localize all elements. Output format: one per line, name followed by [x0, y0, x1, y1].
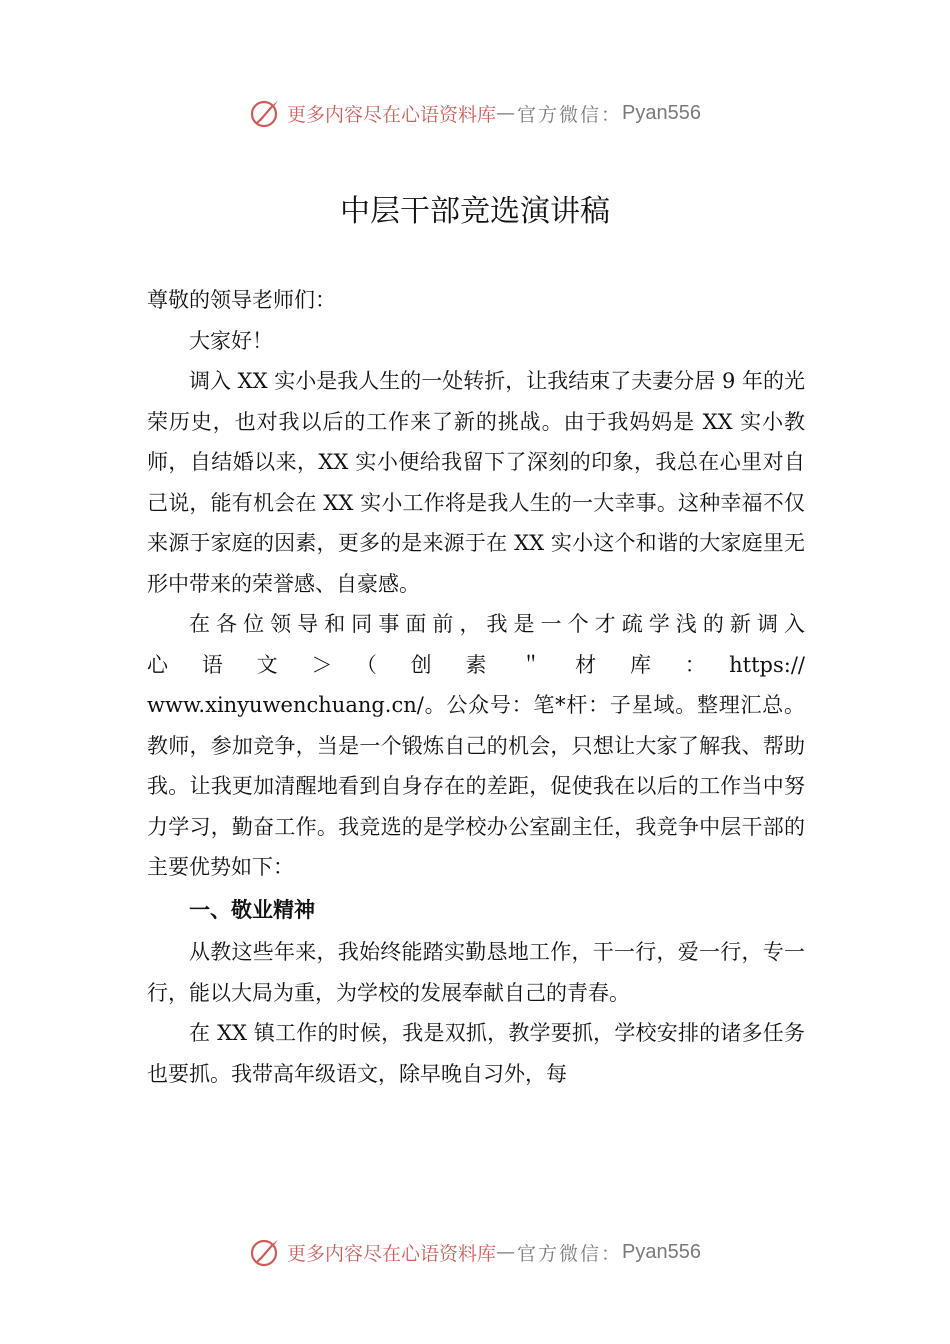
banner-wechat-label: 官方微信： [517, 1242, 623, 1265]
banner-wechat-id: Pyan556 [622, 101, 701, 124]
banner-dash: — [496, 102, 518, 124]
watermark-line: 心 语 文 ＞ （ 创 素 ＂ 材 库 ： https:// [147, 652, 805, 677]
section-heading: 一、敬业精神 [189, 897, 315, 922]
paragraph: 从教这些年来，我始终能踏实勤恳地工作，干一行，爱一行，专一行，能以大局为重，为学校的发展奉献自己的青春。 [147, 940, 805, 1005]
paragraph: www.xinyuwenchuang.cn/。公众号：笔*杆：子星域。整理汇总。教师，参加竞争，当是一个锻炼自己的机会，只想让大家了解我、帮助我。让我更加清醒地看到自身存在的差距，促使我在以后的工作当中努力学习，勤奋工作。我竞选的是学校办公室副主任，我竞争中层干部的主要优势如下： [147, 693, 805, 879]
banner-red-text: 更多内容尽在心语资料库 [287, 1242, 497, 1265]
paragraph: 在各位领导和同事面前，我是一个才疏学浅的新调入 [189, 612, 805, 636]
paragraph: 在 XX 镇工作的时候，我是双抓，教学要抓，学校安排的诸多任务也要抓。我带高年级语文，除早晚自习外，每 [147, 1021, 805, 1086]
paragraph: 调入 XX 实小是我人生的一处转折，让我结束了夫妻分居 9 年的光荣历史，也对我以后的工作来了新的挑战。由于我妈妈是 XX 实小教师，自结婚以来，XX 实小便给我留下了深刻的印象，我总在心里对自己说，能有机会在 XX 实小工作将是我人生的一大幸事。这种幸福不仅来源于家庭的因素，更多的是来源于在 XX 实小这个和谐的大家庭里无形中带来的荣誉感、自豪感。 [147, 369, 805, 596]
banner-red-text: 更多内容尽在心语资料库 [287, 103, 497, 126]
banner-wechat-id: Pyan556 [622, 1240, 701, 1263]
quill-logo-icon [249, 97, 281, 129]
banner-wechat-label: 官方微信： [517, 103, 623, 126]
greeting: 大家好！ [189, 328, 273, 353]
page-title: 中层干部竞选演讲稿 [340, 194, 610, 229]
header-banner [0, 93, 950, 133]
footer-banner [0, 1232, 950, 1272]
document-body [147, 280, 805, 1094]
salutation: 尊敬的领导老师们： [147, 288, 336, 312]
quill-logo-icon [249, 1236, 281, 1268]
banner-dash: — [496, 1241, 518, 1263]
